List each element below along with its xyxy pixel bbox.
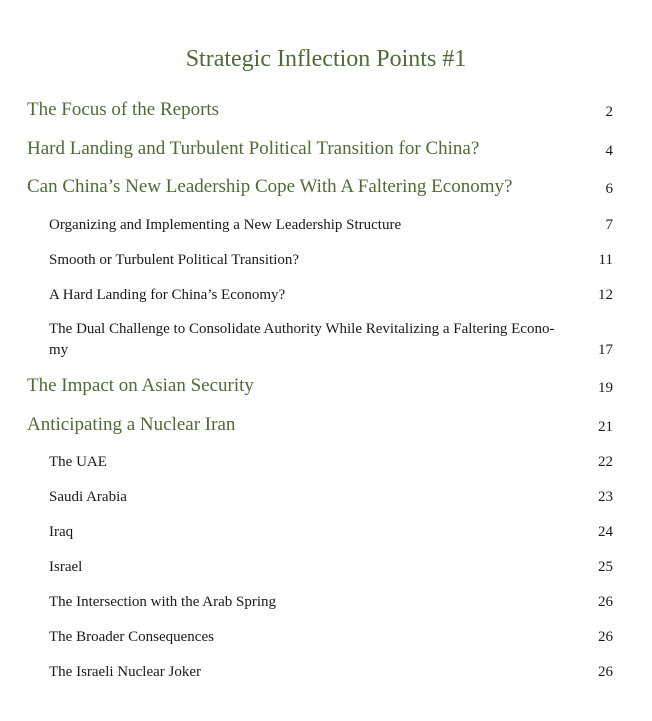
toc-entry-page: 7 [605, 217, 613, 233]
toc-entry-text: A Hard Landing for China’s Economy? [49, 287, 286, 303]
toc-entry-page: 22 [598, 454, 613, 470]
toc-entry-page: 11 [598, 252, 613, 268]
toc-entry-text: Anticipating a Nuclear Iran [27, 414, 236, 435]
toc-entry-text: Can China’s New Leadership Cope With A Faltering Economy? [27, 176, 513, 197]
toc-entry-text: The Focus of the Reports [27, 99, 220, 120]
toc-entry-page: 23 [598, 489, 613, 505]
document-title: Strategic Inflection Points #1 [185, 46, 467, 72]
toc-entry-page: 2 [605, 104, 613, 120]
toc-entry-page: 24 [598, 524, 613, 540]
toc-entry-text: The Intersection with the Arab Spring [49, 594, 277, 610]
toc-entry-text: Israel [49, 559, 83, 575]
toc-entry-text: The UAE [49, 454, 107, 470]
toc-entry-page: 26 [598, 664, 613, 680]
toc-entry-text: Organizing and Implementing a New Leadership Structure [49, 217, 402, 233]
toc-entry-text: The Broader Consequences [49, 629, 214, 645]
toc-entry-text: The Dual Challenge to Consolidate Authority While Revitalizing a Faltering Econo- my [49, 321, 555, 358]
toc-entry-page: 26 [598, 629, 613, 645]
toc-entry-page: 25 [598, 559, 613, 575]
toc-entry-page: 12 [598, 287, 613, 303]
toc-entry-page: 6 [605, 181, 613, 197]
toc-entry-page: 17 [598, 342, 613, 358]
toc-entry-text: The Impact on Asian Security [27, 375, 254, 396]
toc-entry-page: 21 [598, 419, 613, 435]
toc-entry-text: Smooth or Turbulent Political Transition? [49, 252, 300, 268]
toc-entry-text: The Israeli Nuclear Joker [49, 664, 202, 680]
toc-entry-page: 26 [598, 594, 613, 610]
toc-entry-text: Iraq [49, 524, 74, 540]
toc-entry-text: Saudi Arabia [49, 489, 127, 505]
toc-entry-page: 4 [605, 143, 613, 159]
toc-entry-text: Hard Landing and Turbulent Political Transition for China? [27, 138, 480, 159]
toc-entry-page: 19 [598, 380, 613, 396]
